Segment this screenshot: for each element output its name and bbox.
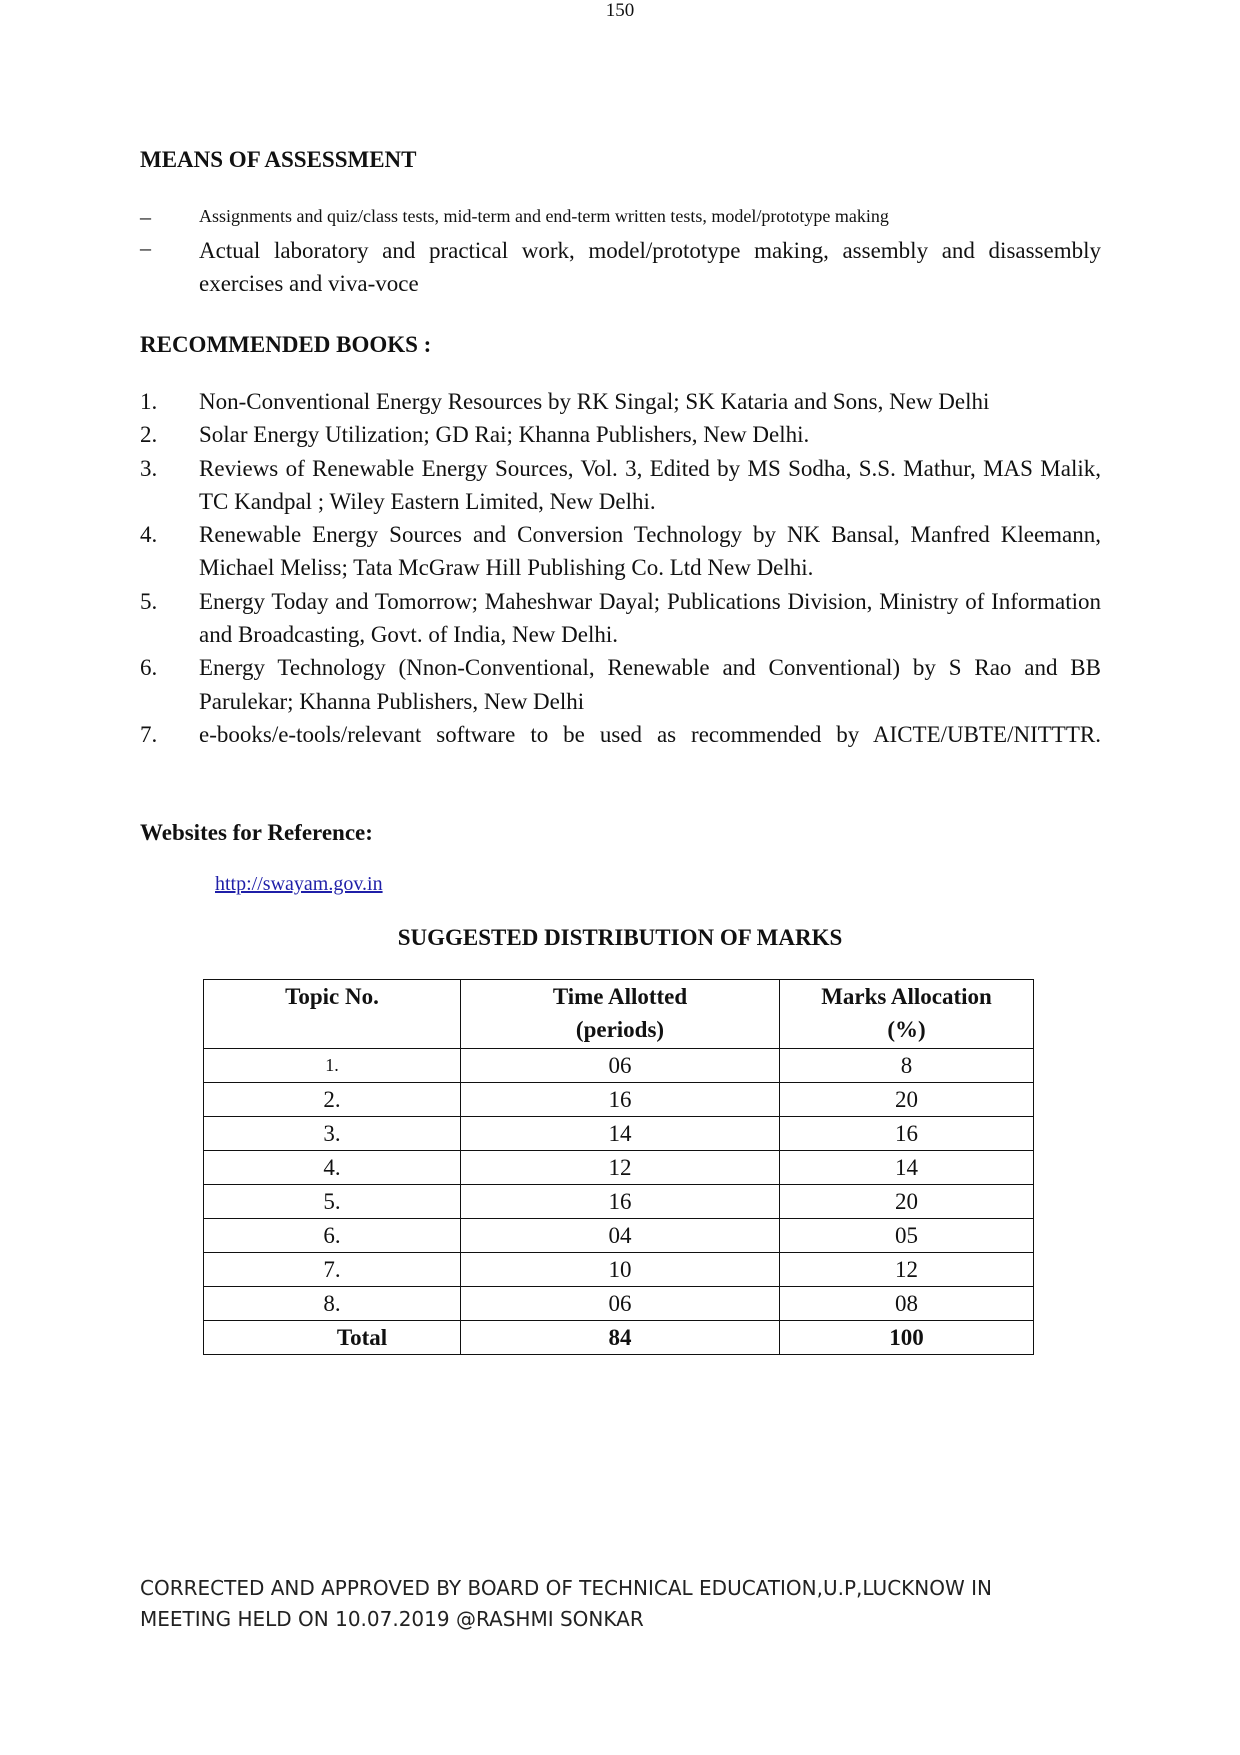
topic-cell: 1. [204,1049,461,1083]
time-cell: 16 [461,1083,780,1117]
book-number: 1. [140,389,158,414]
marks-cell: 08 [780,1287,1034,1321]
book-number: 4. [140,522,158,548]
table-row [204,1287,1034,1321]
recommended-books-heading: RECOMMENDED BOOKS : [140,332,432,357]
book-number: 2. [140,422,158,448]
approval-footer [140,1573,1140,1635]
book-item [140,452,1101,519]
marks-cell: 8 [780,1049,1034,1083]
footer-line-2: MEETING HELD ON 10.07.2019 @RASHMI SONKAR [140,1607,644,1631]
topic-cell: 4. [204,1151,461,1185]
footer-line-1: CORRECTED AND APPROVED BY BOARD OF TECHNICAL EDUCATION,U.P,LUCKNOW IN [140,1576,992,1600]
topic-cell: 3. [204,1117,461,1151]
table-row [204,1151,1034,1185]
book-text: Energy Technology (Nnon-Conventional, Renewable and Conventional) by S Rao and BB Parulekar; Khanna Publishers, New Delhi [199,655,1101,714]
marks-table-title: SUGGESTED DISTRIBUTION OF MARKS [397,925,843,950]
time-cell: 14 [461,1117,780,1151]
time-cell: 16 [461,1185,780,1219]
assessment-bullet: – [140,204,151,229]
topic-cell: 5. [204,1185,461,1219]
table-row [204,1049,1034,1083]
marks-cell: 20 [780,1083,1034,1117]
header-time-allotted-text: Time Allotted (periods) [552,984,688,1042]
book-text: e-books/e-tools/relevant software to be used as recommended by AICTE/UBTE/NITTTR. [199,721,1101,747]
book-number: 6. [140,655,158,681]
time-cell: 04 [461,1219,780,1253]
book-item [140,518,1101,585]
table-row [204,1219,1034,1253]
marks-cell: 14 [780,1151,1034,1185]
total-marks-cell: 100 [780,1321,1034,1355]
marks-cell: 12 [780,1253,1034,1287]
assessment-item: Assignments and quiz/class tests, mid-term and end-term written tests, model/prototype making [199,206,889,226]
header-topic-no: Topic No. [204,980,461,1049]
time-cell: 12 [461,1151,780,1185]
header-time-allotted [461,980,780,1049]
book-text: Reviews of Renewable Energy Sources, Vol. 3, Edited by MS Sodha, S.S. Mathur, MAS Malik, TC Kandpal ; Wiley Eastern Limited, New Delhi. [199,455,1101,514]
table-total-row [204,1321,1034,1355]
marks-cell: 20 [780,1185,1034,1219]
time-cell: 10 [461,1253,780,1287]
time-cell: 06 [461,1049,780,1083]
book-number: 3. [140,455,158,481]
topic-cell: 2. [204,1083,461,1117]
book-text: Renewable Energy Sources and Conversion Technology by NK Bansal, Manfred Kleemann, Michael Meliss; Tata McGraw Hill Publishing Co. Ltd New Delhi. [199,522,1101,581]
topic-cell: 7. [204,1253,461,1287]
means-of-assessment-heading: MEANS OF ASSESSMENT [140,147,417,172]
header-marks-allocation-text: Marks Allocation (%) [821,984,992,1042]
topic-cell: 6. [204,1219,461,1253]
total-label-cell: Total [204,1321,461,1355]
books-list [140,385,1101,751]
marks-cell: 16 [780,1117,1034,1151]
book-number: 7. [140,721,158,747]
time-cell: 06 [461,1287,780,1321]
book-item [140,418,1101,451]
book-item [140,585,1101,652]
table-row [204,1117,1034,1151]
page-number: 150 [605,0,635,21]
table-row [204,1083,1034,1117]
table-row [204,1185,1034,1219]
assessment-item: Actual laboratory and practical work, model/prototype making, assembly and disassembly exercises and viva-voce [199,238,1101,296]
book-item [140,651,1101,718]
book-text: Solar Energy Utilization; GD Rai; Khanna Publishers, New Delhi. [199,422,810,448]
book-item [140,718,1101,751]
marks-cell: 05 [780,1219,1034,1253]
total-time-cell: 84 [461,1321,780,1355]
table-row [204,1253,1034,1287]
assessment-bullet: – [140,235,151,260]
book-text: Energy Today and Tomorrow; Maheshwar Dayal; Publications Division, Ministry of Information and Broadcasting, Govt. of India, New Delhi. [199,588,1101,648]
header-marks-allocation [780,980,1034,1049]
book-number: 5. [140,588,158,614]
table-header-row [204,980,1034,1049]
book-text: Non-Conventional Energy Resources by RK Singal; SK Kataria and Sons, New Delhi [199,389,990,414]
book-item [140,385,1101,418]
marks-distribution-table [203,979,1034,1355]
websites-heading: Websites for Reference: [140,820,373,845]
topic-cell: 8. [204,1287,461,1321]
swayam-website-link[interactable]: http://swayam.gov.in [215,873,383,895]
